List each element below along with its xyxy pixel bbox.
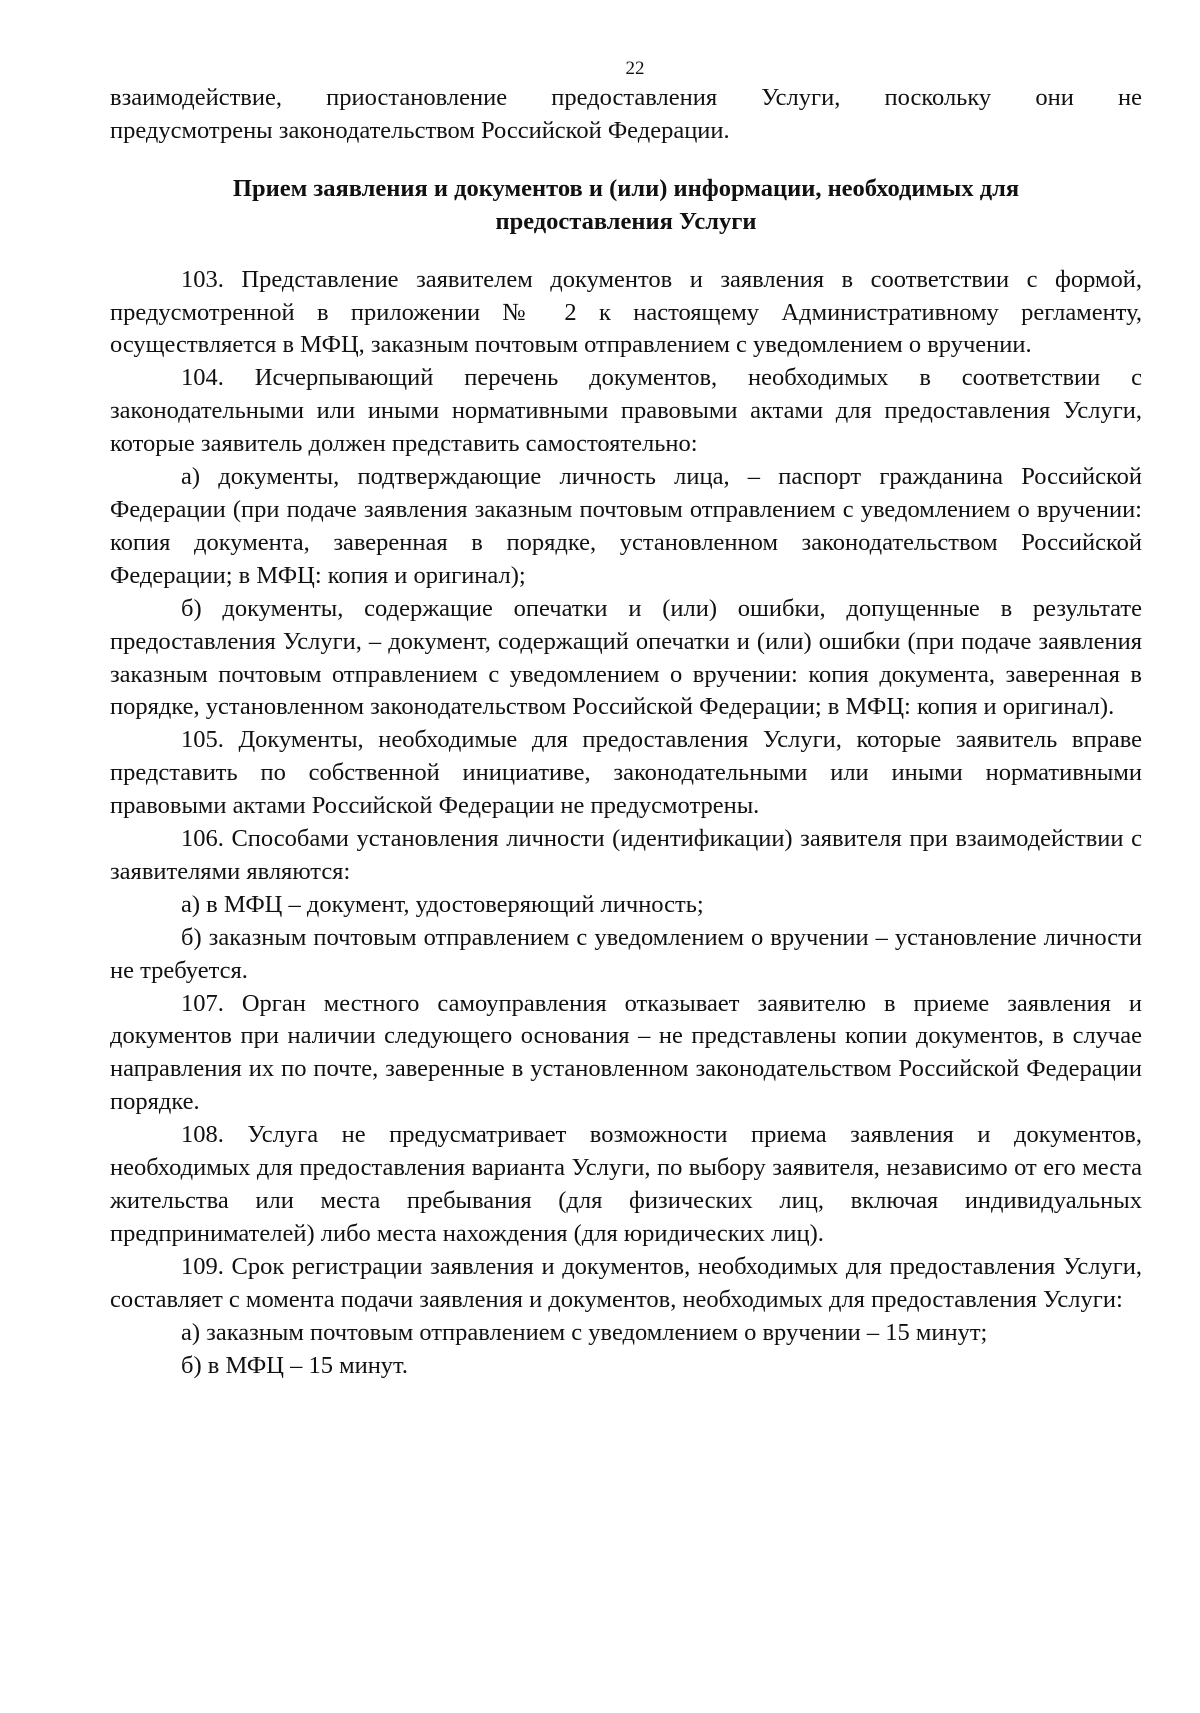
- paragraph-106: 106. Способами установления личности (идентификации) заявителя при взаимодействии с заявителями являются:: [110, 825, 1142, 885]
- section-heading-line-1: Прием заявления и документов и (или) информации, необходимых для: [232, 174, 1020, 202]
- paragraph-104: 104. Исчерпывающий перечень документов, необходимых в соответствии с законодательными или иными нормативными правовыми актами для предоставления Услуги, которые заявитель должен представить самостоятельно:: [110, 364, 1142, 458]
- paragraph-109-item-a: а) заказным почтовым отправлением с уведомлением о вручении – 15 минут;: [181, 1318, 988, 1346]
- paragraph-107: 107. Орган местного самоуправления отказывает заявителю в приеме заявления и документов при наличии следующего основания – не представлены копии документов, в случае направления их по почте, заверенные в установленном законодательством Российской Федерации порядке.: [110, 989, 1142, 1116]
- paragraph-104-item-a: а) документы, подтверждающие личность лица, – паспорт гражданина Российской Федерации (при подаче заявления заказным почтовым отправлением с уведомлением о вручении: копия документа, заверенная в порядке, установленном законодательством Российской Федерации; в МФЦ: копия и оригинал);: [110, 463, 1142, 589]
- page-number: 22: [625, 58, 645, 79]
- paragraph-106-item-a: а) в МФЦ – документ, удостоверяющий личность;: [181, 890, 704, 918]
- paragraph-105: 105. Документы, необходимые для предоставления Услуги, которые заявитель вправе представить по собственной инициативе, законодательными или иными нормативными правовыми актами Российской Федерации не предусмотрены.: [110, 726, 1142, 820]
- paragraph-109: 109. Срок регистрации заявления и документов, необходимых для предоставления Услуги, составляет с момента подачи заявления и документов, необходимых для предоставления Услуги:: [110, 1252, 1142, 1313]
- paragraph-109-item-b: б) в МФЦ – 15 минут.: [181, 1351, 409, 1379]
- section-heading: [110, 173, 1142, 239]
- intro-text: [110, 82, 1142, 148]
- paragraph-108: 108. Услуга не предусматривает возможности приема заявления и документов, необходимых для предоставления варианта Услуги, по выбору заявителя, независимо от его места жительства или места пребывания (для физических лиц, включая индивидуальных предпринимателей) либо места нахождения (для юридических лиц).: [110, 1121, 1142, 1247]
- paragraph-103: 103. Представление заявителем документов и заявления в соответствии с формой, предусмотренной в приложении № 2 к настоящему Административному регламенту, осуществляется в МФЦ, заказным почтовым отправлением с уведомлением о вручении.: [110, 265, 1142, 359]
- document-page: [110, 58, 1142, 1382]
- intro-line-2: предусмотрены законодательством Российской Федерации.: [110, 116, 730, 144]
- paragraph-104-item-b: б) документы, содержащие опечатки и (или) ошибки, допущенные в результате предоставления Услуги, – документ, содержащий опечатки и (или) ошибки (при подаче заявления заказным почтовым отправлением с уведомлением о вручении: копия документа, заверенная в порядке, установленном законодательством Российской Федерации; в МФЦ: копия и оригинал).: [110, 594, 1142, 721]
- section-heading-line-2: предоставления Услуги: [495, 207, 757, 235]
- paragraph-106-item-b: б) заказным почтовым отправлением с уведомлением о вручении – установление личности не требуется.: [110, 923, 1142, 984]
- intro-line-1: взаимодействие, приостановление предоставления Услуги, поскольку они не: [110, 84, 1142, 111]
